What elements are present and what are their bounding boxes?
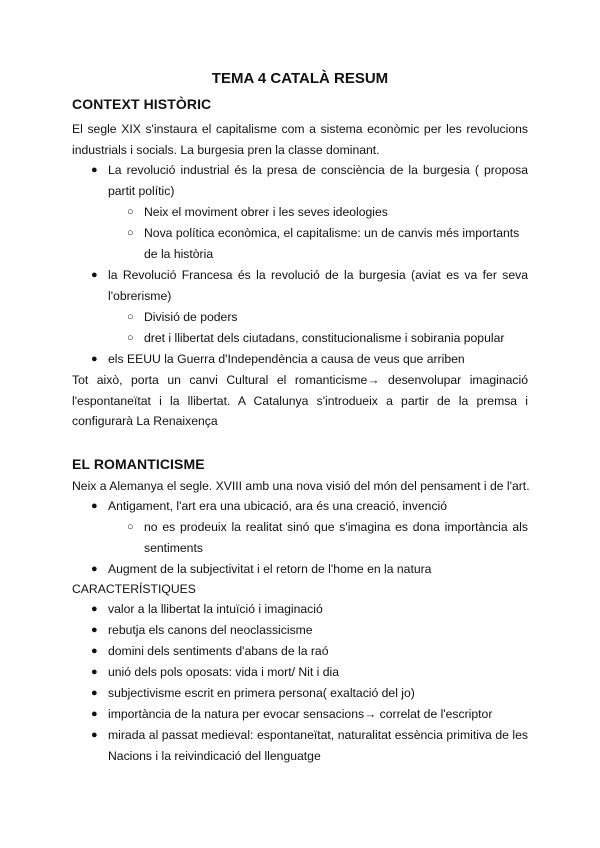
bullet-icon: ● [91, 729, 98, 741]
list-item-text: La revolució industrial és la presa de consciència de la burgesia ( proposa partit polític) [108, 163, 528, 198]
list-item-text: mirada al passat medieval: espontaneïtat, naturalitat essència primitiva de les Nacions i la reivindicació del llenguatge [108, 728, 528, 763]
sub-list-item [127, 517, 528, 559]
list-item-text: la Revolució Francesa és la revolució de la burgesia (aviat es va fer seva l'obrerisme) [108, 268, 528, 303]
sub-bullet-icon: ○ [127, 206, 134, 218]
sub-bullet-icon: ○ [127, 332, 134, 344]
bullet-icon: ● [91, 500, 98, 512]
list-item [91, 725, 528, 767]
bullet-icon: ● [91, 603, 98, 615]
list-item [91, 599, 528, 620]
section-heading-romanticism: EL ROMANTICISME [72, 456, 205, 472]
list-item-text: Augment de la subjectivitat i el retorn de l'home en la natura [108, 562, 432, 576]
bullet-icon: ● [91, 353, 98, 365]
sub-list-item-text: Neix el moviment obrer i les seves ideologies [144, 205, 388, 219]
sub-list-item [127, 223, 528, 265]
bullet-icon: ● [91, 708, 98, 720]
sub-list-item-text: dret i llibertat dels ciutadans, constitucionalisme i sobirania popular [144, 331, 505, 345]
sub-list-item-text: Nova política econòmica, el capitalisme: un de canvis més importants de la història [144, 226, 520, 261]
sub-list-item [127, 328, 528, 349]
list-item [91, 349, 528, 370]
sub-bullet-icon: ○ [127, 227, 134, 239]
list-item-text: unió dels pols oposats: vida i mort/ Nit i dia [108, 665, 339, 679]
bullet-icon: ● [91, 269, 98, 281]
list-item-text: importància de la natura per evocar sensacions→ correlat de l'escriptor [108, 707, 493, 721]
bullet-icon: ● [91, 164, 98, 176]
document-title: TEMA 4 CATALÀ RESUM [211, 70, 389, 87]
list-item-text: els EEUU la Guerra d'Independència a causa de veus que arriben [108, 352, 465, 366]
sub-list-item-text: Divisió de poders [144, 310, 238, 324]
list-item [91, 265, 528, 307]
features-label: CARACTERÍSTIQUES [72, 582, 196, 596]
context-intro: El segle XIX s'instaura el capitalisme com a sistema econòmic per les revolucions industrials i socials. La burgesia pren la classe dominant. [72, 122, 528, 157]
list-item [91, 662, 528, 683]
sub-list-item [127, 202, 528, 223]
list-item [91, 704, 528, 725]
list-item-text: domini dels sentiments d'abans de la raó [108, 644, 329, 658]
bullet-icon: ● [91, 563, 98, 575]
list-item [91, 620, 528, 641]
context-outro: Tot això, porta un canvi Cultural el romanticisme→ desenvolupar imaginació l'espontaneïtat i la llibertat. A Catalunya s'introdueix a partir de la premsa i configurarà La Renaixença [72, 373, 528, 428]
list-item [91, 160, 528, 202]
section-heading-context: CONTEXT HISTÒRIC [72, 96, 212, 112]
list-item-text: rebutja els canons del neoclassicisme [108, 623, 313, 637]
sub-bullet-icon: ○ [127, 521, 134, 533]
list-item [91, 641, 528, 662]
list-item [91, 683, 528, 704]
list-item-text: subjectivisme escrit en primera persona( exaltació del jo) [108, 686, 415, 700]
bullet-icon: ● [91, 687, 98, 699]
list-item-text: valor a la llibertat la intuïció i imaginació [108, 602, 323, 616]
list-item [91, 496, 528, 517]
sub-bullet-icon: ○ [127, 311, 134, 323]
bullet-icon: ● [91, 666, 98, 678]
list-item-text: Antigament, l'art era una ubicació, ara és una creació, invenció [108, 499, 448, 513]
sub-list-item-text: no es prodeuix la realitat sinó que s'imagina es dona importància als sentiments [144, 520, 528, 555]
bullet-icon: ● [91, 645, 98, 657]
bullet-icon: ● [91, 624, 98, 636]
list-item [91, 559, 528, 580]
romanticism-intro: Neix a Alemanya el segle. XVIII amb una nova visió del món del pensament i de l'art. [72, 479, 530, 493]
sub-list-item [127, 307, 528, 328]
